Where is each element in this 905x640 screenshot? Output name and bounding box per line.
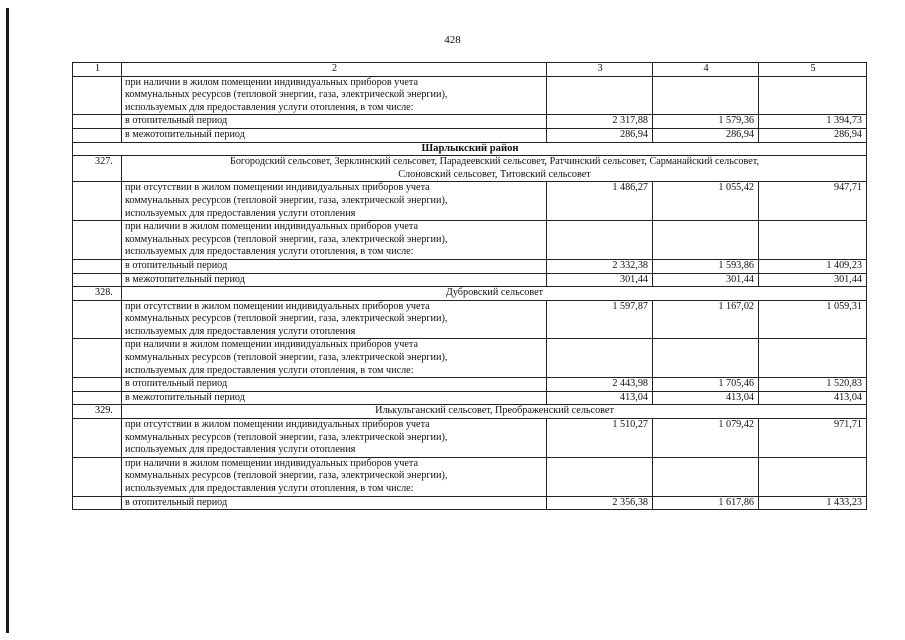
row-description-line: используемых для предоставления услуги отопления [125,325,356,337]
row-description-line: коммунальных ресурсов (тепловой энергии, газа, электрической энергии), [125,313,448,325]
row-number [73,391,122,405]
row-description-line: при наличии в жилом помещении индивидуальных приборов учета [125,339,419,351]
row-description [122,76,547,115]
tariff-value-col3: 1 486,27 [547,182,653,221]
column-header-5: 5 [759,63,867,77]
row-number [73,457,122,496]
description-row [73,300,867,339]
tariff-table [72,62,867,510]
row-description [122,221,547,260]
column-header-row [73,63,867,77]
period-label: в отопительный период [122,115,547,129]
description-row [73,457,867,496]
council-row [73,405,867,419]
tariff-value-col4: 286,94 [653,128,759,142]
row-description-line: при наличии в жилом помещении индивидуальных приборов учета [125,221,419,233]
district-row [73,142,867,156]
tariff-value-col4: 1 079,42 [653,419,759,458]
tariff-value-col5: 971,71 [759,419,867,458]
council-names [122,405,867,419]
row-description-line: используемых для предоставления услуги отопления, в том числе: [125,246,414,258]
tariff-value-col4: 1 617,86 [653,496,759,510]
tariff-value-col5: 301,44 [759,273,867,287]
scan-edge-line [6,8,9,633]
tariff-table-body [73,63,867,510]
row-description-line: коммунальных ресурсов (тепловой энергии, газа, электрической энергии), [125,194,448,206]
row-number [73,273,122,287]
row-description-line: используемых для предоставления услуги отопления [125,207,356,219]
description-row [73,339,867,378]
column-header-4: 4 [653,63,759,77]
row-description [122,300,547,339]
row-description [122,419,547,458]
row-description-line: при отсутствии в жилом помещении индивидуальных приборов учета [125,182,430,194]
row-description-line: используемых для предоставления услуги отопления [125,444,356,456]
tariff-value-col5: 413,04 [759,391,867,405]
tariff-value-col3 [547,457,653,496]
period-row [73,378,867,392]
tariff-value-col4: 1 167,02 [653,300,759,339]
tariff-value-col5: 1 433,23 [759,496,867,510]
council-row [73,287,867,301]
row-number [73,259,122,273]
tariff-value-col3: 286,94 [547,128,653,142]
tariff-value-col5: 947,71 [759,182,867,221]
council-row [73,156,867,182]
district-name: Шарлыкский район [73,142,867,156]
column-header-1: 1 [73,63,122,77]
period-label: в отопительный период [122,259,547,273]
row-number: 328. [73,287,122,301]
tariff-value-col5 [759,339,867,378]
period-row [73,496,867,510]
tariff-value-col5 [759,76,867,115]
tariff-value-col3: 1 510,27 [547,419,653,458]
row-description-line: коммунальных ресурсов (тепловой энергии, газа, электрической энергии), [125,89,448,101]
tariff-value-col4: 413,04 [653,391,759,405]
tariff-value-col4: 301,44 [653,273,759,287]
tariff-value-col4: 1 055,42 [653,182,759,221]
row-description-line: используемых для предоставления услуги отопления, в том числе: [125,101,414,113]
row-description-line: при отсутствии в жилом помещении индивидуальных приборов учета [125,419,430,431]
row-description-line: при наличии в жилом помещении индивидуальных приборов учета [125,457,419,469]
row-number [73,221,122,260]
tariff-value-col3: 2 356,38 [547,496,653,510]
period-row [73,259,867,273]
council-names-line: Богородский сельсовет, Зерклинский сельсовет, Парадеевский сельсовет, Ратчинский сельсовет, Сарманайский сельсовет, [229,156,760,168]
council-names [122,287,867,301]
row-number [73,496,122,510]
row-number: 329. [73,405,122,419]
tariff-value-col5: 1 520,83 [759,378,867,392]
description-row [73,419,867,458]
row-description-line: используемых для предоставления услуги отопления, в том числе: [125,364,414,376]
row-number [73,76,122,115]
council-names-line: Илькульганский сельсовет, Преображенский сельсовет [375,405,614,417]
tariff-value-col4 [653,457,759,496]
period-row [73,115,867,129]
column-header-3: 3 [547,63,653,77]
row-description-line: используемых для предоставления услуги отопления, в том числе: [125,483,414,494]
tariff-value-col3 [547,339,653,378]
period-label: в отопительный период [122,378,547,392]
tariff-value-col5: 1 059,31 [759,300,867,339]
column-header-2: 2 [122,63,547,77]
row-description-line: коммунальных ресурсов (тепловой энергии, газа, электрической энергии), [125,470,448,482]
tariff-value-col3 [547,221,653,260]
tariff-value-col5: 1 394,73 [759,115,867,129]
period-label: в межотопительный период [122,128,547,142]
tariff-value-col4 [653,339,759,378]
tariff-value-col3 [547,76,653,115]
row-number [73,128,122,142]
row-description [122,182,547,221]
tariff-value-col3: 413,04 [547,391,653,405]
row-description-line: при отсутствии в жилом помещении индивидуальных приборов учета [125,300,430,312]
tariff-value-col3: 301,44 [547,273,653,287]
row-number: 327. [73,156,122,182]
period-row [73,273,867,287]
row-number [73,339,122,378]
row-number [73,115,122,129]
description-row [73,221,867,260]
row-number [73,300,122,339]
tariff-value-col3: 2 443,98 [547,378,653,392]
description-row [73,182,867,221]
council-names-line: Слоновский сельсовет, Титовский сельсовет [398,168,591,180]
row-number [73,419,122,458]
tariff-value-col5: 286,94 [759,128,867,142]
period-label: в межотопительный период [122,391,547,405]
tariff-value-col3: 2 317,88 [547,115,653,129]
row-description [122,339,547,378]
tariff-value-col5: 1 409,23 [759,259,867,273]
council-names [122,156,867,182]
period-label: в отопительный период [122,496,547,510]
period-label: в межотопительный период [122,273,547,287]
row-description [122,457,547,496]
period-row [73,391,867,405]
row-description-line: при наличии в жилом помещении индивидуальных приборов учета [125,76,419,88]
row-description-line: коммунальных ресурсов (тепловой энергии, газа, электрической энергии), [125,431,448,443]
row-number [73,378,122,392]
row-number [73,182,122,221]
row-description-line: коммунальных ресурсов (тепловой энергии, газа, электрической энергии), [125,233,448,245]
tariff-value-col3: 1 597,87 [547,300,653,339]
tariff-value-col3: 2 332,38 [547,259,653,273]
council-names-line: Дубровский сельсовет [445,287,544,299]
tariff-value-col4 [653,221,759,260]
description-row [73,76,867,115]
tariff-value-col4: 1 705,46 [653,378,759,392]
tariff-value-col5 [759,221,867,260]
period-row [73,128,867,142]
row-description-line: коммунальных ресурсов (тепловой энергии, газа, электрической энергии), [125,352,448,364]
tariff-value-col4: 1 593,86 [653,259,759,273]
tariff-value-col4: 1 579,36 [653,115,759,129]
tariff-value-col5 [759,457,867,496]
tariff-value-col4 [653,76,759,115]
page-number: 428 [444,34,461,46]
